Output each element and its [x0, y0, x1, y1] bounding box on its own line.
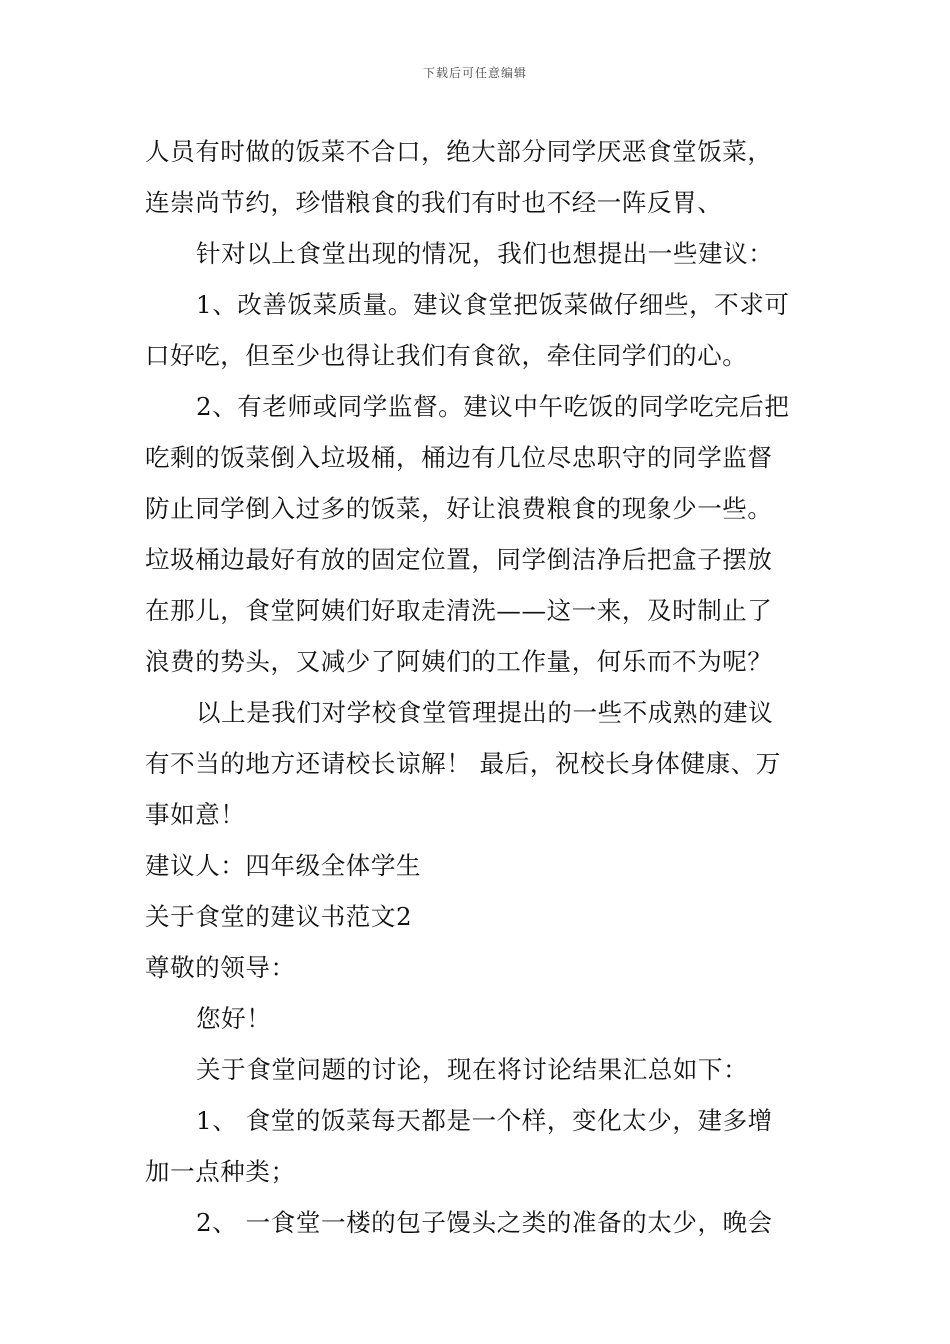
paragraph-start: 针对以上食堂出现的情况，我们也想提出一些建议：: [196, 239, 774, 268]
signature: 建议人：四年级全体学生: [145, 851, 422, 880]
suggestion-2: 2、有老师或同学监督。建议中午吃饭的同学吃完后把: [196, 392, 790, 421]
item-1: 1、 食堂的饭菜每天都是一个样，变化太少，建多增: [196, 1106, 773, 1135]
text-line: 事如意！: [145, 800, 246, 829]
text-line: 连崇尚节约，珍惜粮食的我们有时也不经一阵反胃、: [145, 188, 723, 217]
text-line: 防止同学倒入过多的饭菜，好让浪费粮食的现象少一些。: [145, 494, 773, 523]
closing-paragraph: 以上是我们对学校食堂管理提出的一些不成熟的建议: [196, 698, 774, 727]
text-line: 口好吃，但至少也得让我们有食欲，牵住同学们的心。: [145, 341, 748, 370]
suggestion-1: 1、改善饭菜质量。建议食堂把饭菜做仔细些，不求可: [196, 290, 790, 319]
intro-paragraph: 关于食堂问题的讨论，现在将讨论结果汇总如下：: [196, 1055, 749, 1084]
text-line: 有不当的地方还请校长谅解！ 最后，祝校长身体健康、万: [145, 749, 781, 778]
text-line: 加一点种类；: [145, 1157, 296, 1186]
page-header: 下载后可任意编辑: [422, 66, 527, 80]
greeting: 您好！: [196, 1004, 272, 1033]
salutation: 尊敬的领导：: [145, 953, 296, 982]
item-2: 2、 一食堂一楼的包子馒头之类的准备的太少，晚会: [196, 1208, 773, 1237]
text-line: 垃圾桶边最好有放的固定位置，同学倒洁净后把盒子摆放: [145, 545, 773, 574]
section-title: 关于食堂的建议书范文2: [145, 902, 413, 931]
text-line: 人员有时做的饭菜不合口，绝大部分同学厌恶食堂饭菜，: [145, 137, 773, 166]
document-body: [145, 126, 810, 1248]
text-line: 在那儿，食堂阿姨们好取走清洗——这一来，及时制止了: [145, 596, 773, 625]
text-line: 浪费的势头，又减少了阿姨们的工作量，何乐而不为呢？: [145, 647, 773, 676]
text-line: 吃剩的饭菜倒入垃圾桶，桶边有几位尽忠职守的同学监督: [145, 443, 773, 472]
